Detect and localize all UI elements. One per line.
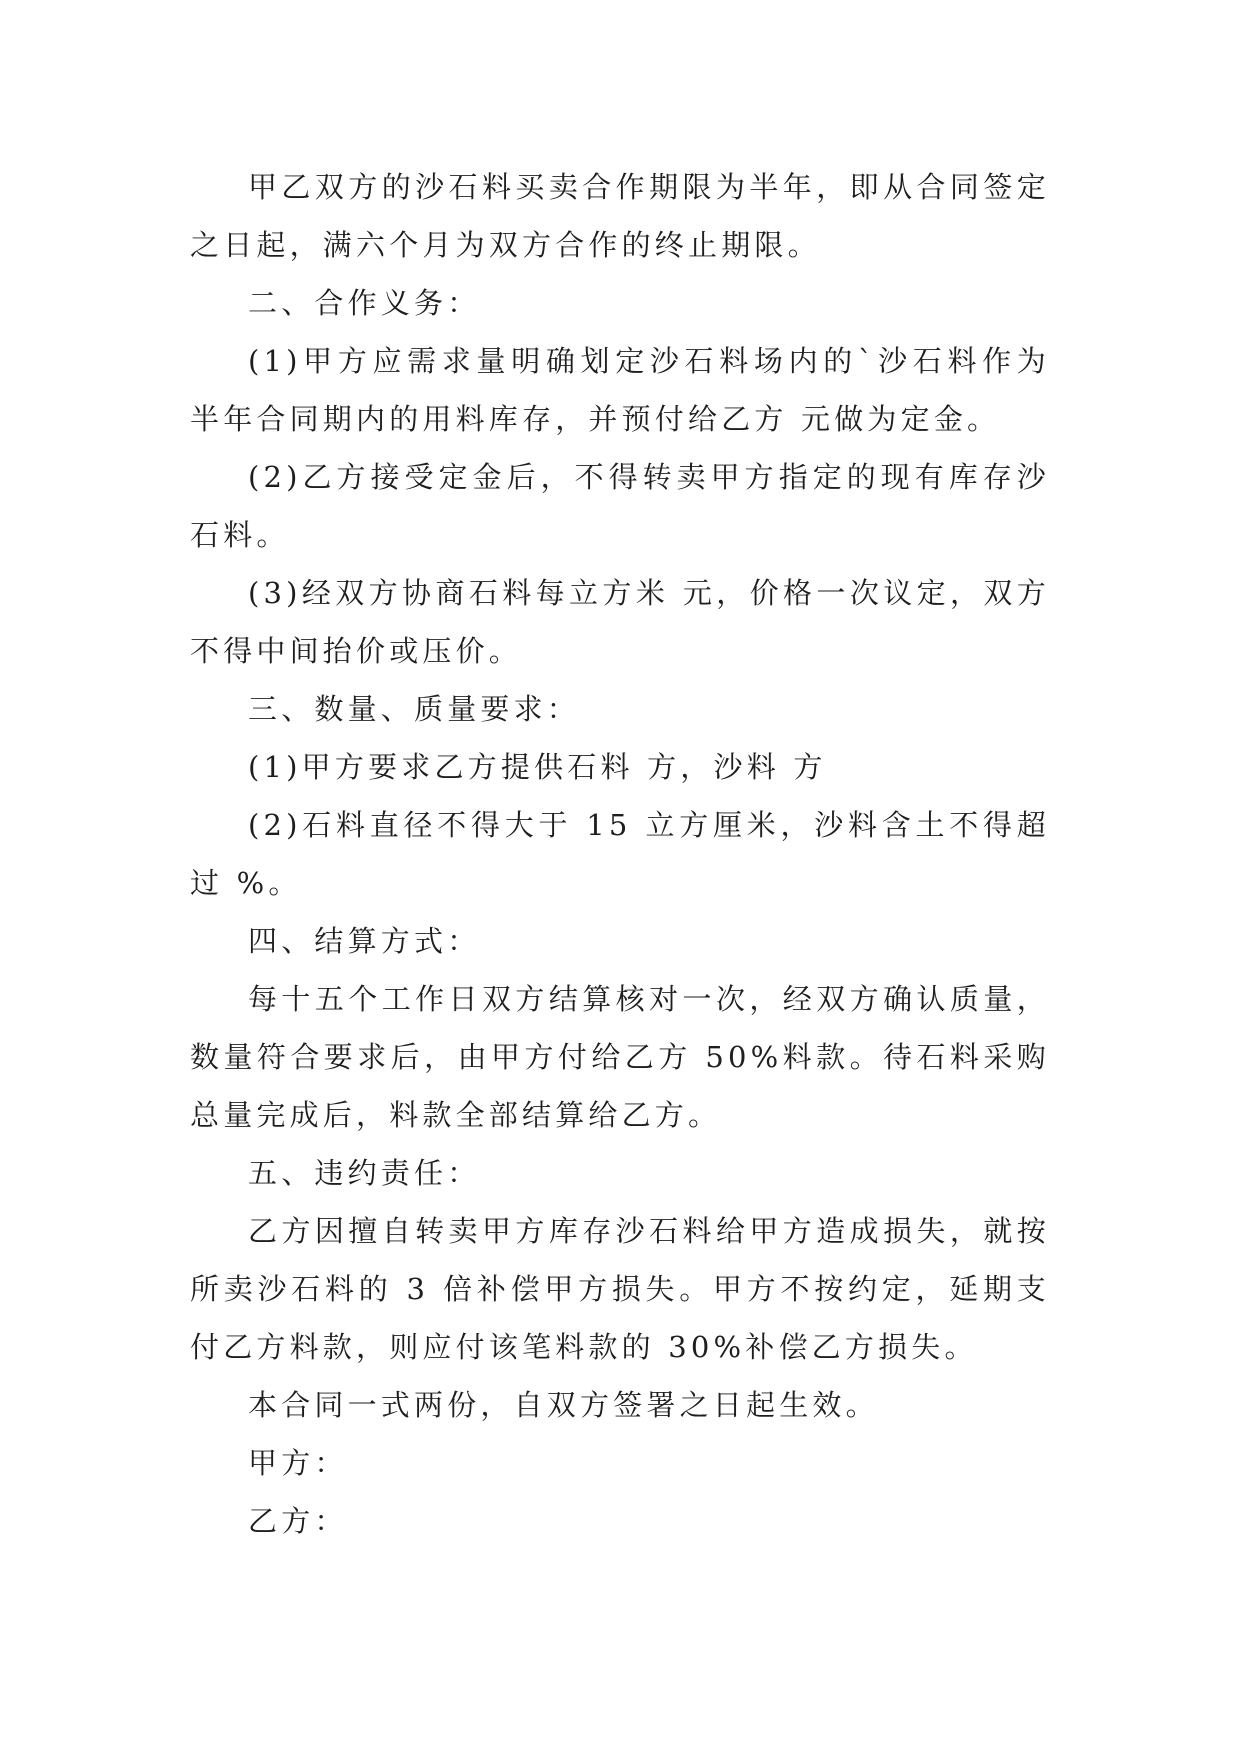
clause-quantity-1: (1)甲方要求乙方提供石料 方，沙料 方 <box>248 750 827 784</box>
signature-party-a: 甲方： <box>248 1446 348 1480</box>
paragraph-settlement: 每十五个工作日双方结算核对一次，经双方确认质量，数量符合要求后，由甲方付给乙方 50%料款。待石料采购总量完成后，料款全部结算给乙方。 <box>190 982 1050 1132</box>
paragraph-cooperation-term: 甲乙双方的沙石料买卖合作期限为半年，即从合同签定之日起，满六个月为双方合作的终止期限。 <box>190 170 1050 262</box>
clause-obligation-1: (1)甲方应需求量明确划定沙石料场内的`沙石料作为半年合同期内的用料库存，并预付给乙方 元做为定金。 <box>190 344 1050 436</box>
clause-obligation-3: (3)经双方协商石料每立方米 元，价格一次议定，双方不得中间抬价或压价。 <box>190 576 1050 668</box>
section-heading-breach: 五、违约责任： <box>248 1156 481 1190</box>
paragraph-effective: 本合同一式两份，自双方签署之日起生效。 <box>248 1388 879 1422</box>
contract-body <box>190 158 1050 1550</box>
section-heading-settlement: 四、结算方式： <box>248 924 481 958</box>
signature-party-b: 乙方： <box>248 1504 348 1538</box>
section-heading-quantity-quality: 三、数量、质量要求： <box>248 692 581 726</box>
clause-obligation-2: (2)乙方接受定金后，不得转卖甲方指定的现有库存沙石料。 <box>190 460 1050 552</box>
section-heading-obligations: 二、合作义务： <box>248 286 481 320</box>
paragraph-breach: 乙方因擅自转卖甲方库存沙石料给甲方造成损失，就按所卖沙石料的 3 倍补偿甲方损失。甲方不按约定，延期支付乙方料款，则应付该笔料款的 30%补偿乙方损失。 <box>190 1214 1050 1364</box>
clause-quality-2: (2)石料直径不得大于 15 立方厘米，沙料含土不得超过 %。 <box>190 808 1050 900</box>
